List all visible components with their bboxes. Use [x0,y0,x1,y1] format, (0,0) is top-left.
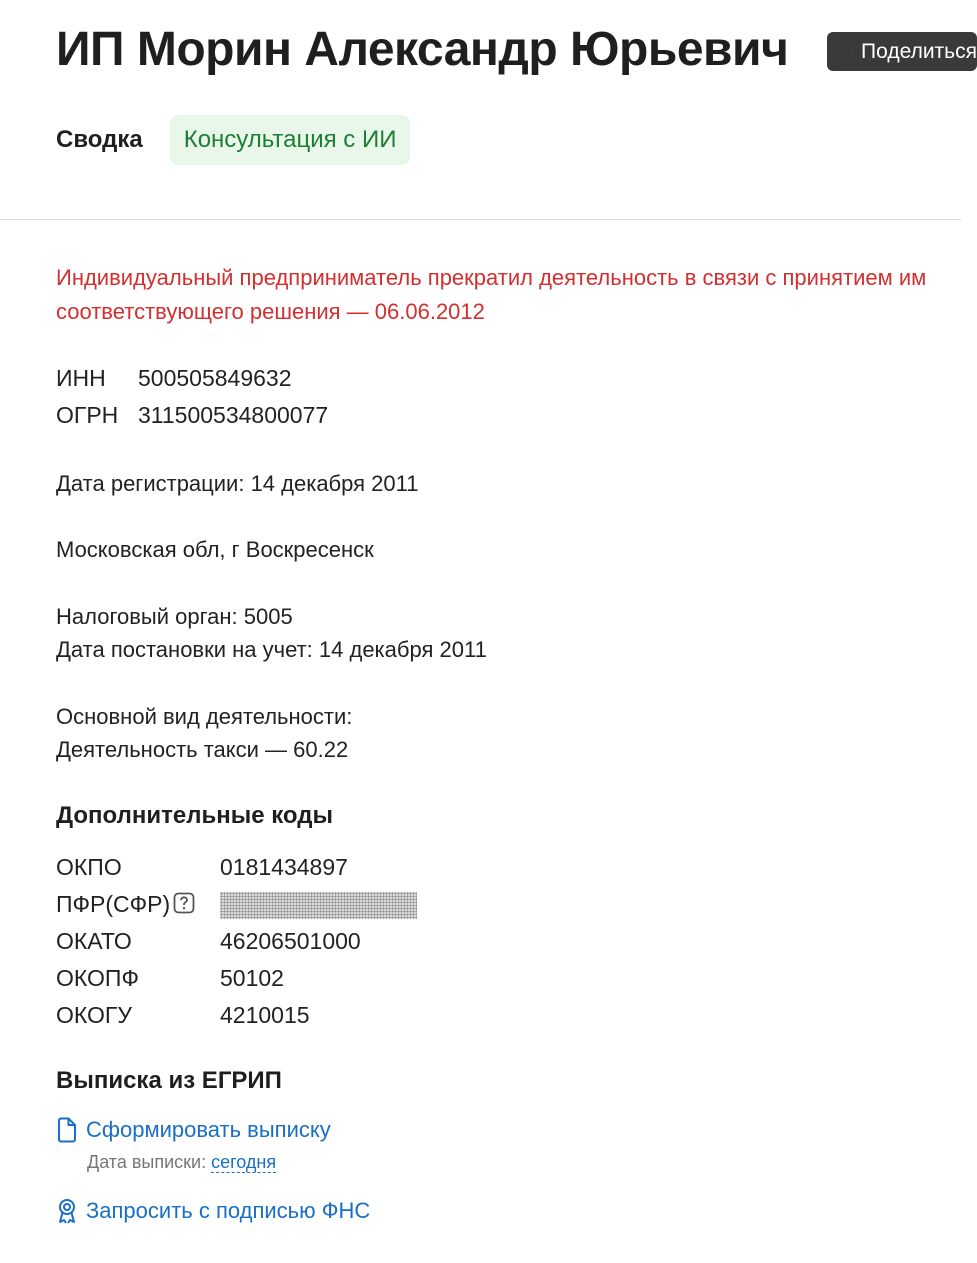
address: Московская обл, г Воскресенск [56,537,374,562]
egrip-title: Выписка из ЕГРИП [56,1067,282,1094]
main-activity-value: Деятельность такси — 60.22 [56,737,349,762]
tax-authority: Налоговый орган: 5005 [56,604,293,629]
okogu-label: ОКОГУ [56,1002,132,1028]
registration-date: Дата регистрации: 14 декабря 2011 [56,471,419,496]
generate-extract-label: Сформировать выписку [86,1117,331,1142]
okopf-label: ОКОПФ [56,965,139,991]
request-fns-signed-link[interactable] [56,1198,370,1224]
question-icon[interactable] [173,892,195,914]
extract-date-row [87,1152,276,1173]
identifiers-table [56,360,328,434]
share-icon [851,41,852,63]
okopf-value: 50102 [220,965,284,991]
share-button-label: Поделиться [861,39,977,63]
additional-codes-title: Дополнительные коды [56,802,333,829]
okogu-row [56,997,417,1034]
document-icon [56,1117,78,1143]
tax-registration-date: Дата постановки на учет: 14 декабря 2011 [56,637,487,662]
tab-ai-consultation[interactable]: Консультация с ИИ [170,115,411,165]
inn-value: 500505849632 [138,365,292,391]
status-notice: Индивидуальный предприниматель прекратил деятельность в связи с принятием им соответствующего решения — 06.06.2012 [56,265,927,324]
okogu-value: 4210015 [220,1002,310,1028]
pfr-label: ПФР(СФР) [56,891,171,917]
main-activity-label: Основной вид деятельности: [56,704,353,729]
okpo-label: ОКПО [56,854,122,880]
okato-row [56,923,417,960]
okopf-row [56,960,417,997]
generate-extract-link[interactable] [56,1117,331,1143]
pfr-label-cell [56,886,220,923]
request-fns-signed-label: Запросить с подписью ФНС [86,1198,371,1223]
header-divider [0,219,961,220]
extract-date-label: Дата выписки: [87,1152,207,1172]
page-title: ИП Морин Александр Юрьевич [56,23,789,76]
share-button[interactable] [827,32,977,71]
okpo-value: 0181434897 [220,854,348,880]
pfr-value-cell [220,886,417,923]
inn-label: ИНН [56,365,106,391]
tab-bar [56,115,410,165]
inn-row [56,360,328,397]
tab-summary[interactable]: Сводка [56,126,143,153]
ogrn-label: ОГРН [56,402,119,428]
pfr-row [56,886,417,923]
pfr-value-hidden[interactable] [220,892,417,919]
ogrn-row [56,397,328,434]
okpo-row [56,849,417,886]
additional-codes-table [56,849,417,1034]
extract-date-selector[interactable]: сегодня [211,1152,277,1172]
badge-icon [56,1198,78,1224]
okato-value: 46206501000 [220,928,361,954]
ogrn-value: 311500534800077 [138,402,329,428]
okato-label: ОКАТО [56,928,132,954]
